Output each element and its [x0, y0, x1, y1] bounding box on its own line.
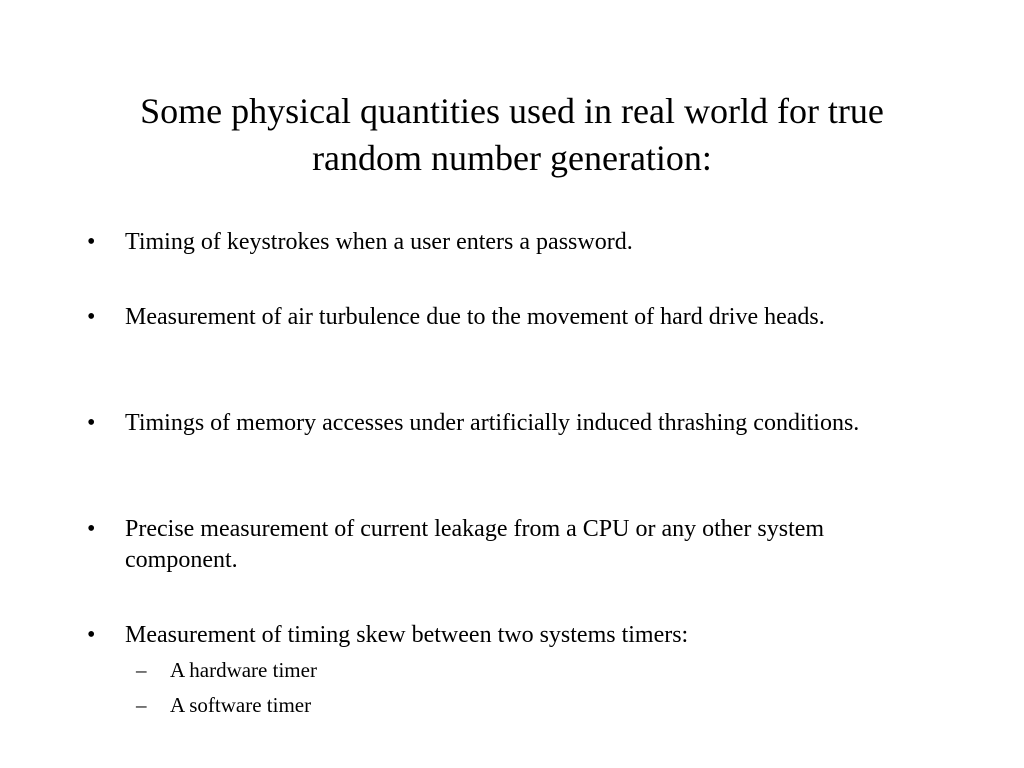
bullet-dot-icon: • [87, 622, 96, 648]
title-line-1: Some physical quantities used in real world for true [140, 91, 884, 131]
sub-bullet-list [125, 653, 905, 723]
bullet-text: Measurement of air turbulence due to the movement of hard drive heads. [125, 304, 825, 330]
bullet-dot-icon: • [87, 304, 96, 330]
bullet-item-timing-skew [87, 620, 905, 723]
bullet-text: Timings of memory accesses under artificially induced thrashing conditions. [125, 410, 860, 436]
title-line-2: random number generation: [312, 138, 712, 178]
bullet-dot-icon: • [87, 410, 96, 436]
bullet-item-keystrokes [87, 227, 905, 258]
bullet-item-air-turbulence [87, 302, 905, 333]
bullet-text: Measurement of timing skew between two systems timers: [125, 622, 689, 648]
sub-bullet-text: A software timer [170, 693, 312, 717]
sub-bullet-hardware-timer [125, 653, 905, 688]
dash-icon: – [136, 693, 147, 717]
bullet-text: Precise measurement of current leakage from a CPU or any other system component. [125, 516, 825, 573]
bullet-text: Timing of keystrokes when a user enters a password. [125, 229, 633, 255]
sub-bullet-software-timer [125, 688, 905, 723]
bullet-dot-icon: • [87, 516, 96, 542]
bullet-dot-icon: • [87, 229, 96, 255]
bullet-item-memory-accesses [87, 408, 905, 439]
dash-icon: – [136, 658, 147, 682]
bullet-item-current-leakage [87, 514, 905, 576]
sub-bullet-text: A hardware timer [170, 658, 317, 682]
